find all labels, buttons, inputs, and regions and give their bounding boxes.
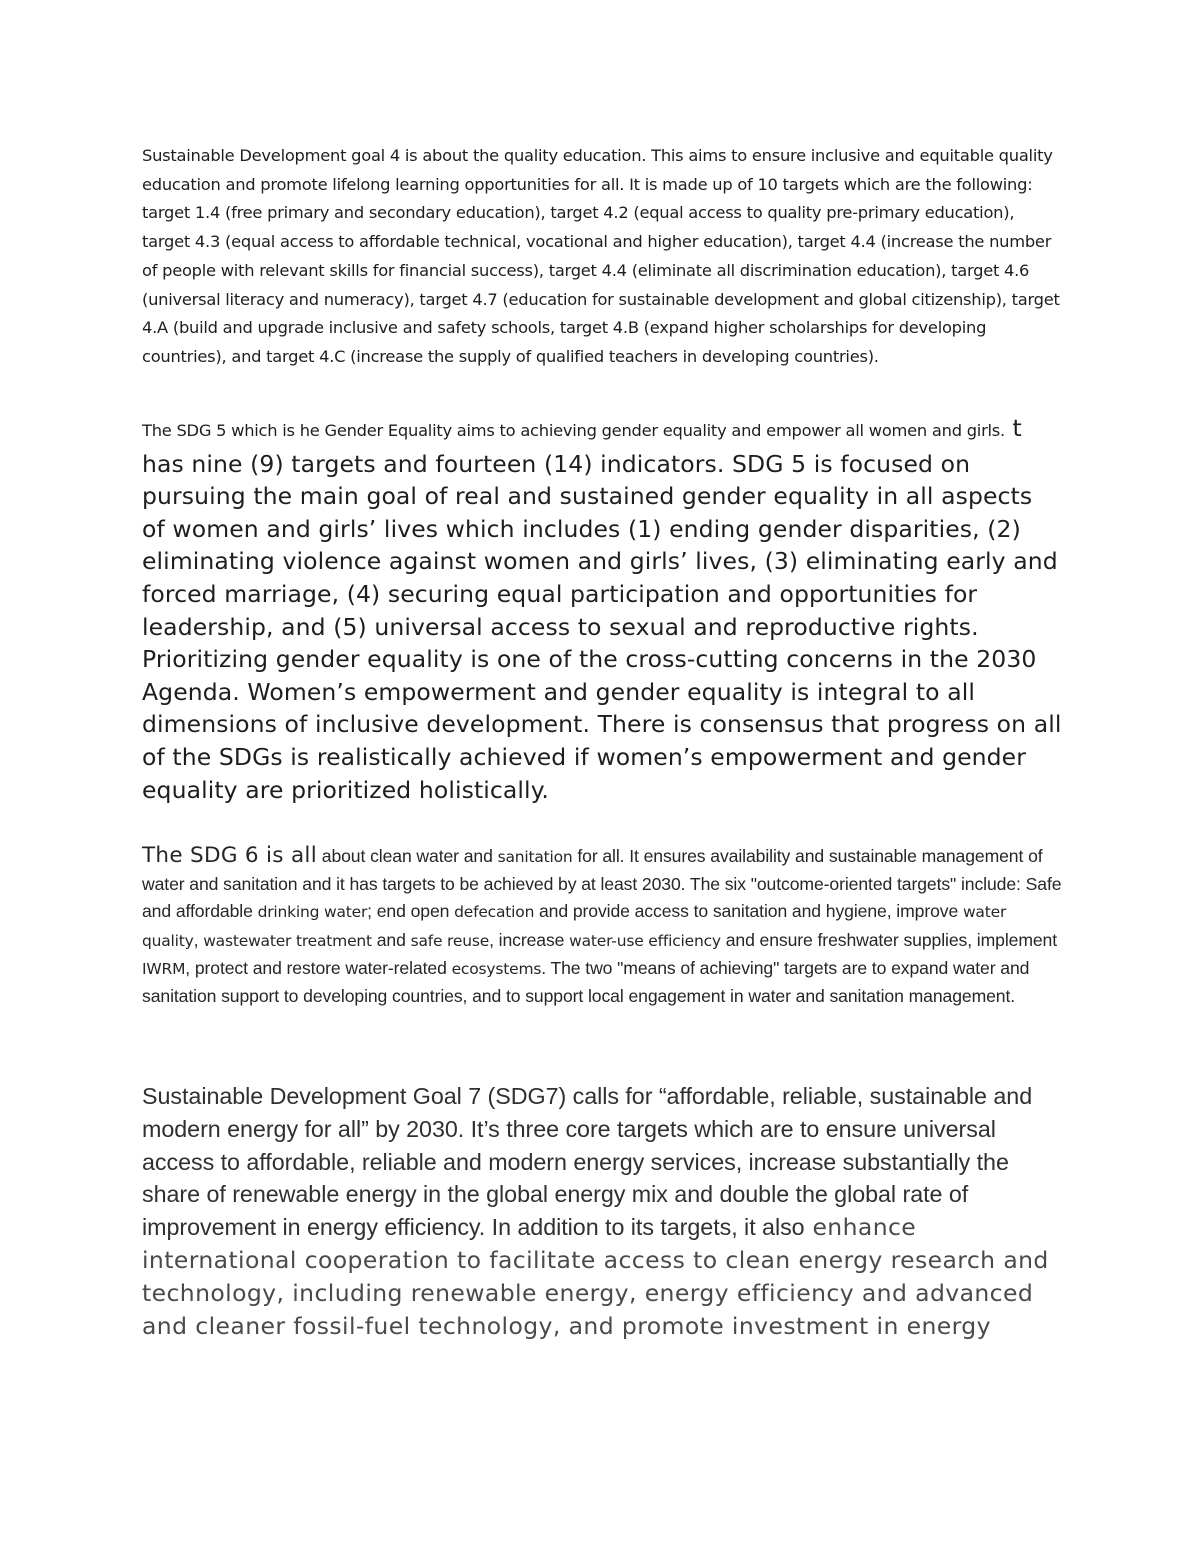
sdg6-text: ; end open bbox=[367, 901, 455, 922]
sdg6-keyword: water-use efficiency bbox=[569, 931, 721, 950]
sdg6-text: about clean water and bbox=[316, 846, 498, 866]
paragraph-sdg5 bbox=[142, 412, 1062, 806]
sdg6-text: , bbox=[193, 929, 204, 950]
sdg6-text: . The two "means of achieving" targets are to expand water and sanitation support to developing countries, and to support local engagement in water and sanitation management. bbox=[142, 957, 1030, 1007]
sdg6-text: and provide access to sanitation and hygiene, improve bbox=[534, 901, 963, 922]
sdg6-text: , protect and restore water-related bbox=[185, 957, 452, 978]
sdg6-keyword: safe reuse bbox=[410, 931, 490, 950]
sdg6-keyword: sanitation bbox=[497, 848, 573, 866]
paragraph-sdg6 bbox=[142, 842, 1062, 1010]
sdg6-keyword: IWRM bbox=[142, 959, 186, 978]
sdg6-text: and bbox=[371, 929, 411, 950]
sdg4-text: Sustainable Development goal 4 is about the quality education. This aims to ensure inclusive and equitable quality education and promote lifelong learning opportunities for all. It is made up of 10 targets which are the following: target 1.4 (free primary and secondary education), target 4.2 (equal access to quality pre-primary education), target 4.3 (equal access to affordable technical, vocational and higher education), target 4.4 (increase the number of people with relevant skills for financial success), target 4.4 (eliminate all discrimination education), target 4.6 (universal literacy and numeracy), target 4.7 (education for sustainable development and global citizenship), target 4.A (build and upgrade inclusive and safety schools, target 4.B (expand higher scholarships for developing countries), and target 4.C (increase the supply of qualified teachers in developing countries). bbox=[142, 146, 1060, 366]
paragraph-sdg4 bbox=[142, 142, 1062, 372]
sdg6-keyword: water quality bbox=[142, 903, 1007, 950]
sdg6-text: , increase bbox=[489, 929, 570, 950]
sdg6-text: and ensure freshwater supplies, implement bbox=[720, 929, 1058, 950]
paragraph-sdg7 bbox=[142, 1080, 1062, 1342]
sdg6-keyword: defecation bbox=[454, 903, 535, 922]
sdg6-keyword: wastewater treatment bbox=[203, 931, 372, 950]
sdg6-lead: The SDG 6 is all bbox=[142, 843, 317, 868]
sdg5-intro: The SDG 5 which is he Gender Equality aims to achieving gender equality and empower all women and girls. bbox=[142, 421, 1005, 440]
sdg6-keyword: drinking water bbox=[257, 903, 368, 922]
sdg7-tail: enhance international cooperation to facilitate access to clean energy research and technology, including renewable energy, energy efficiency and advanced and cleaner fossil-fuel technology, and promote investment in energy bbox=[142, 1213, 1049, 1340]
sdg7-main: Sustainable Development Goal 7 (SDG7) calls for “affordable, reliable, sustainable and modern energy for all” by 2030. It’s three core targets which are to ensure universal access to affordable, reliable and modern energy services, increase substantially the share of renewable energy in the global energy mix and double the global rate of improvement in energy efficiency. In addition to its targets, it also bbox=[142, 1083, 1033, 1241]
sdg5-body: t has nine (9) targets and fourteen (14) indicators. SDG 5 is focused on pursuing the main goal of real and sustained gender equality in all aspects of women and girls’ lives which includes (1) ending gender disparities, (2) eliminating violence against women and girls’ lives, (3) eliminating early and forced marriage, (4) securing equal participation and opportunities for leadership, and (5) universal access to sexual and reproductive rights. Prioritizing gender equality is one of the cross-cutting concerns in the 2030 Agenda. Women’s empowerment and gender equality is integral to all dimensions of inclusive development. There is consensus that progress on all of the SDGs is realistically achieved if women’s empowerment and gender equality are prioritized holistically. bbox=[142, 414, 1062, 804]
sdg6-text: for all. It ensures availability and sustainable management of water and sanitation and it has targets to be achieved by at least 2030. The six "outcome-oriented targets" include: Safe and affordable bbox=[142, 846, 1062, 922]
sdg6-keyword: ecosystems bbox=[451, 959, 542, 978]
